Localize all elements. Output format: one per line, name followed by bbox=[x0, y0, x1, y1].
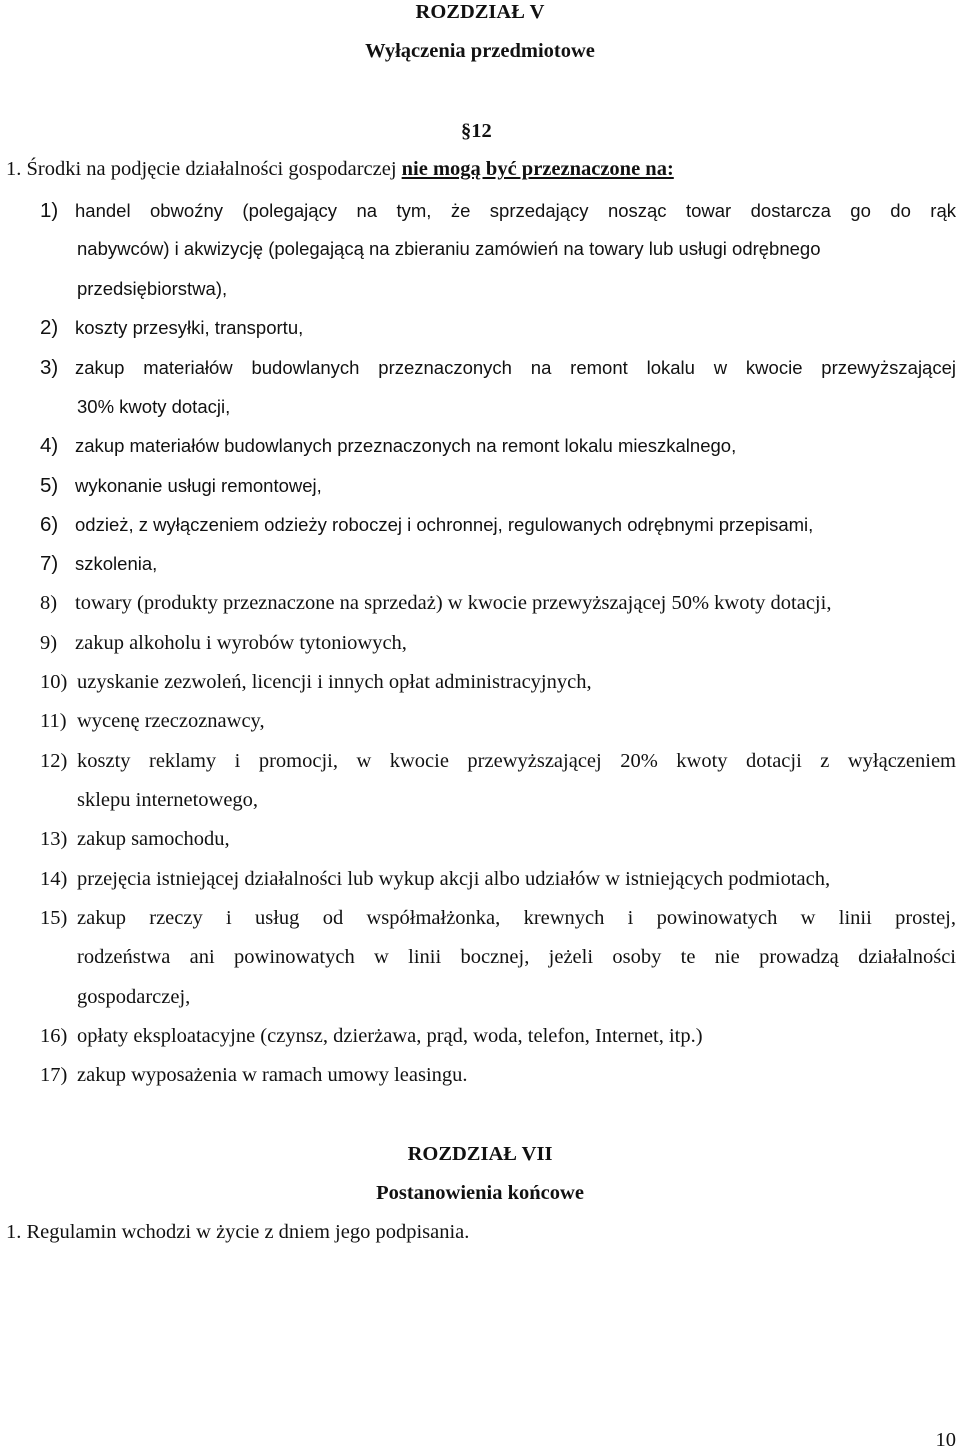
chapter-7-heading: ROZDZIAŁ VII bbox=[407, 1143, 553, 1165]
paragraph-intro-number: 1. bbox=[6, 158, 22, 180]
paragraph-intro bbox=[6, 157, 674, 181]
list-item-number: 9) bbox=[40, 632, 58, 654]
chapter-7-subtitle: Postanowienia końcowe bbox=[376, 1182, 584, 1204]
page-number: 10 bbox=[935, 1429, 956, 1451]
list-item-text: 30% kwoty dotacji, bbox=[77, 396, 231, 417]
list-item-number: 2) bbox=[40, 316, 59, 339]
list-item-number: 10) bbox=[40, 671, 68, 693]
list-item-number: 14) bbox=[40, 868, 68, 890]
chapter-7-item-number: 1. bbox=[6, 1221, 22, 1243]
list-item-text: sklepu internetowego, bbox=[77, 789, 259, 811]
list-item-text: koszty przesyłki, transportu, bbox=[75, 317, 304, 338]
list-item-text: gospodarczej, bbox=[77, 986, 191, 1008]
list-item-text: koszty reklamy i promocji, w kwocie przewyższającej 20% kwoty dotacji z wyłączeniem bbox=[77, 750, 956, 772]
list-item-text: wykonanie usługi remontowej, bbox=[75, 475, 322, 496]
list-item-text: wycenę rzeczoznawcy, bbox=[77, 710, 265, 732]
list-item-number: 11) bbox=[40, 710, 67, 732]
list-item-text: rodzeństwa ani powinowatych w linii bocznej, jeżeli osoby te nie prowadzą działalności bbox=[77, 946, 956, 968]
list-item-text: zakup materiałów budowlanych przeznaczonych na remont lokalu w kwocie przewyższającej bbox=[75, 357, 956, 378]
list-item-text: szkolenia, bbox=[75, 553, 158, 574]
list-item-text: uzyskanie zezwoleń, licencji i innych opłat administracyjnych, bbox=[77, 671, 592, 693]
list-item-number: 1) bbox=[40, 199, 59, 222]
list-item-number: 3) bbox=[40, 356, 59, 379]
list-item-number: 13) bbox=[40, 828, 68, 850]
chapter-5-subtitle: Wyłączenia przedmiotowe bbox=[365, 40, 595, 62]
list-item-number: 6) bbox=[40, 513, 59, 536]
list-item-number: 4) bbox=[40, 434, 59, 457]
list-item-text: zakup materiałów budowlanych przeznaczonych na remont lokalu mieszkalnego, bbox=[75, 435, 737, 456]
chapter-7-item bbox=[6, 1220, 469, 1244]
list-item-text: opłaty eksploatacyjne (czynsz, dzierżawa, prąd, woda, telefon, Internet, itp.) bbox=[77, 1025, 703, 1047]
paragraph-intro-text: Środki na podjęcie działalności gospodarczej bbox=[26, 158, 402, 180]
chapter-7-item-text: Regulamin wchodzi w życie z dniem jego podpisania. bbox=[26, 1221, 470, 1243]
list-item-text: zakup wyposażenia w ramach umowy leasingu. bbox=[77, 1064, 468, 1086]
list-item-text: zakup alkoholu i wyrobów tytoniowych, bbox=[75, 632, 407, 654]
list-item-text: handel obwoźny (polegający na tym, że sprzedający nosząc towar dostarcza go do rąk bbox=[75, 200, 956, 221]
list-item-text: przedsiębiorstwa), bbox=[77, 278, 228, 299]
list-item-number: 16) bbox=[40, 1025, 68, 1047]
list-item-number: 15) bbox=[40, 907, 68, 929]
list-item-number: 17) bbox=[40, 1064, 68, 1086]
list-item-number: 8) bbox=[40, 592, 58, 614]
paragraph-label: §12 bbox=[461, 120, 492, 142]
list-item-text: odzież, z wyłączeniem odzieży roboczej i ochronnej, regulowanych odrębnymi przepisami, bbox=[75, 514, 814, 535]
list-item-text: przejęcia istniejącej działalności lub wykup akcji albo udziałów w istniejących podmiotach, bbox=[77, 868, 831, 890]
list-item-text: towary (produkty przeznaczone na sprzedaż) w kwocie przewyższającej 50% kwoty dotacji, bbox=[75, 592, 832, 614]
chapter-5-heading: ROZDZIAŁ V bbox=[415, 1, 545, 23]
list-item-number: 12) bbox=[40, 750, 68, 772]
paragraph-intro-emphasis: nie mogą być przeznaczone na: bbox=[401, 158, 674, 180]
list-item-number: 7) bbox=[40, 552, 59, 575]
list-item-text: zakup rzeczy i usług od współmałżonka, krewnych i powinowatych w linii prostej, bbox=[77, 907, 956, 929]
list-item-text: zakup samochodu, bbox=[77, 828, 230, 850]
list-item-number: 5) bbox=[40, 474, 59, 497]
list-item-text: nabywców) i akwizycję (polegającą na zbieraniu zamówień na towary lub usługi odrębnego bbox=[77, 238, 821, 259]
